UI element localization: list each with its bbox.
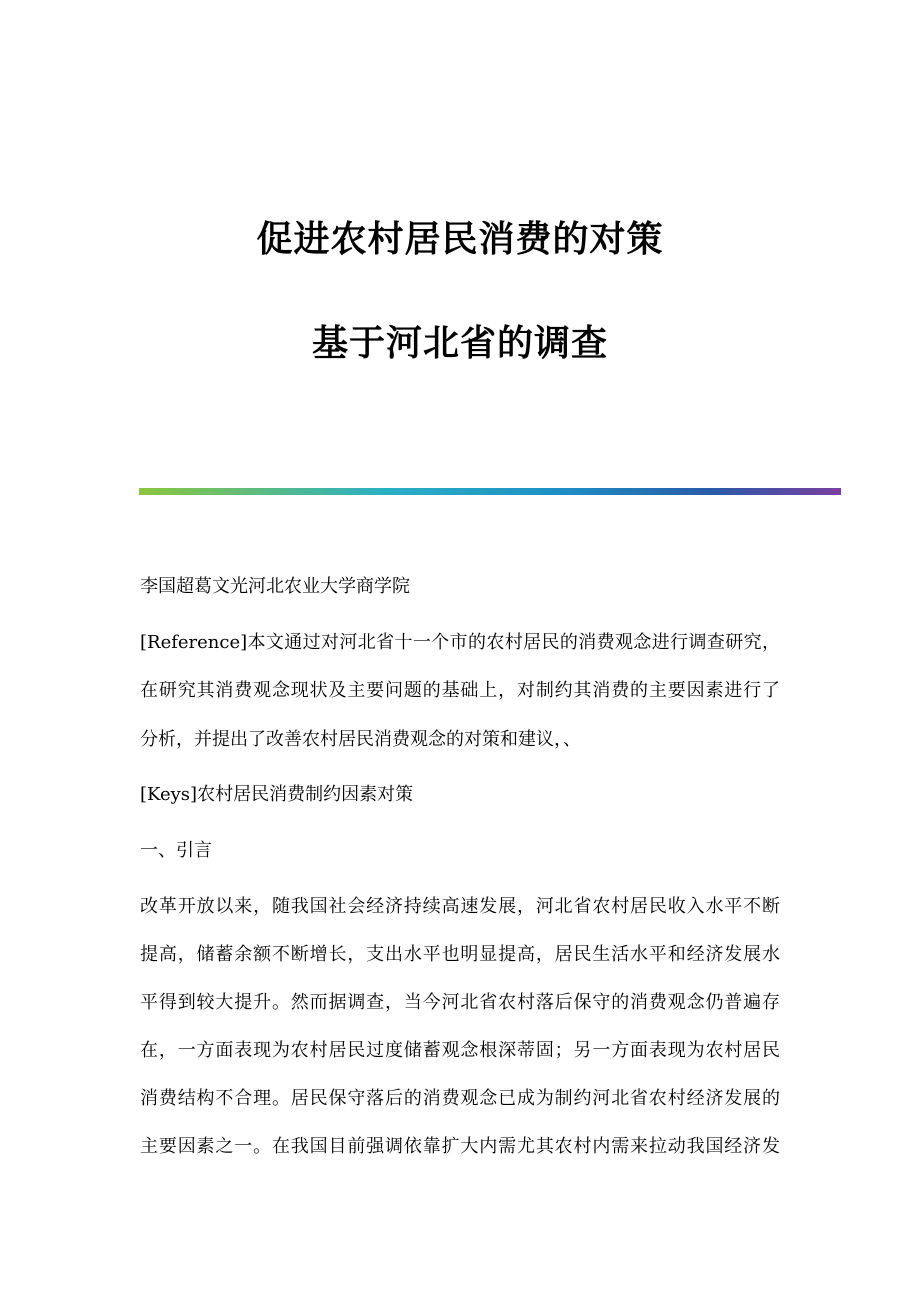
gradient-divider — [139, 488, 841, 495]
body-line: 平得到较大提升。然而据调查，当今河北省农村落后保守的消费观念仍普遍存 — [140, 992, 780, 1013]
page-subtitle: 基于河北省的调查 — [311, 323, 608, 364]
page-title: 促进农村居民消费的对策 — [256, 219, 664, 260]
section-heading: 一、引言 — [140, 840, 212, 861]
body-line: 主要因素之一。在我国目前强调依靠扩大内需尤其农村内需来拉动我国经济发 — [140, 1136, 780, 1157]
abstract-line: 在研究其消费观念现状及主要问题的基础上，对制约其消费的主要因素进行了 — [140, 680, 780, 701]
keywords-line: [Keys]农村居民消费制约因素对策 — [140, 784, 414, 805]
body-line: 消费结构不合理。居民保守落后的消费观念已成为制约河北省农村经济发展的 — [140, 1088, 780, 1109]
abstract-line: [Reference]本文通过对河北省十一个市的农村居民的消费观念进行调查研究， — [140, 632, 780, 653]
body-line: 改革开放以来，随我国社会经济持续高速发展，河北省农村居民收入水平不断 — [140, 896, 780, 917]
body-line: 提高，储蓄余额不断增长，支出水平也明显提高，居民生活水平和经济发展水 — [140, 944, 780, 965]
body-line: 在，一方面表现为农村居民过度储蓄观念根深蒂固；另一方面表现为农村居民 — [140, 1040, 780, 1061]
author-line: 李国超葛文光河北农业大学商学院 — [140, 576, 410, 597]
abstract-line: 分析，并提出了改善农村居民消费观念的对策和建议，、 — [140, 729, 581, 750]
